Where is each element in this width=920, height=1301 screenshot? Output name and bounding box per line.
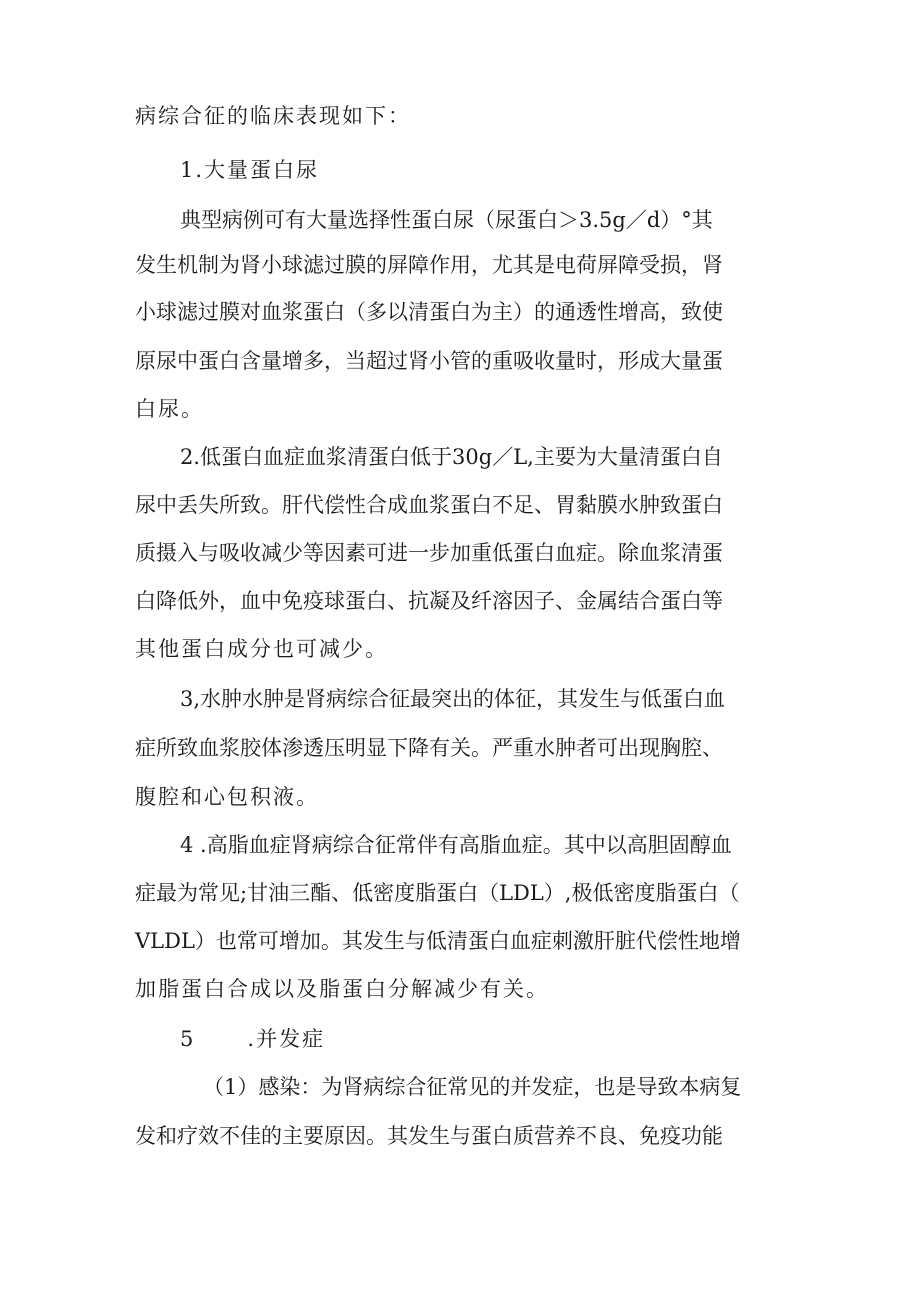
text-line: 症所致血浆胶体渗透压明显下降有关。严重水肿者可出现胸腔、 [135, 736, 723, 760]
heading-proteinuria: 1.大量蛋白尿 [180, 158, 320, 182]
text-line: 白降低外，血中免疫球蛋白、抗凝及纤溶因子、金属结合蛋白等 [135, 589, 723, 613]
text-line: 加脂蛋白合成以及脂蛋白分解减少有关。 [135, 977, 549, 1001]
text-line: 原尿中蛋白含量增多，当超过肾小管的重吸收量时，形成大量蛋 [135, 349, 723, 373]
text-line: 小球滤过膜对血浆蛋白（多以清蛋白为主）的通透性增高，致使 [135, 300, 723, 324]
text-line: 病综合征的临床表现如下： [135, 104, 411, 128]
paragraph-edema: 3,水肿水肿是肾病综合征最突出的体征，其发生与低蛋白血 [180, 687, 726, 711]
text-line: 发生机制为肾小球滤过膜的屏障作用，尤其是电荷屏障受损，肾 [135, 253, 723, 277]
text-line: 尿中丢失所致。肝代偿性合成血浆蛋白不足、胃黏膜水肿致蛋白 [135, 493, 723, 517]
text-line: 白尿。 [135, 397, 204, 421]
text-line: 腹腔和心包积液。 [135, 785, 319, 809]
text-line: 症最为常见;甘油三酯、低密度脂蛋白（LDL）,极低密度脂蛋白（ [135, 881, 740, 905]
text-line: 发和疗效不佳的主要原因。其发生与蛋白质营养不良、免疫功能 [135, 1124, 723, 1148]
text-line: 典型病例可有大量选择性蛋白尿（尿蛋白＞3.5g／d）°其 [180, 208, 713, 232]
heading-complications: 5 .并发症 [180, 1027, 326, 1051]
text-line: 质摄入与吸收减少等因素可进一步加重低蛋白血症。除血浆清蛋 [135, 541, 723, 565]
paragraph-infection: （1）感染：为肾病综合征常见的并发症，也是导致本病复 [203, 1075, 742, 1099]
text-line: VLDL）也常可增加。其发生与低清蛋白血症刺激肝脏代偿性地增 [135, 929, 741, 953]
text-line: 其他蛋白成分也可减少。 [135, 637, 388, 661]
paragraph-hyperlipidemia: 4 .高脂血症肾病综合征常伴有高脂血症。其中以高胆固醇血 [180, 833, 732, 857]
paragraph-hypoproteinemia: 2.低蛋白血症血浆清蛋白低于30g／L,主要为大量清蛋白自 [180, 445, 723, 469]
